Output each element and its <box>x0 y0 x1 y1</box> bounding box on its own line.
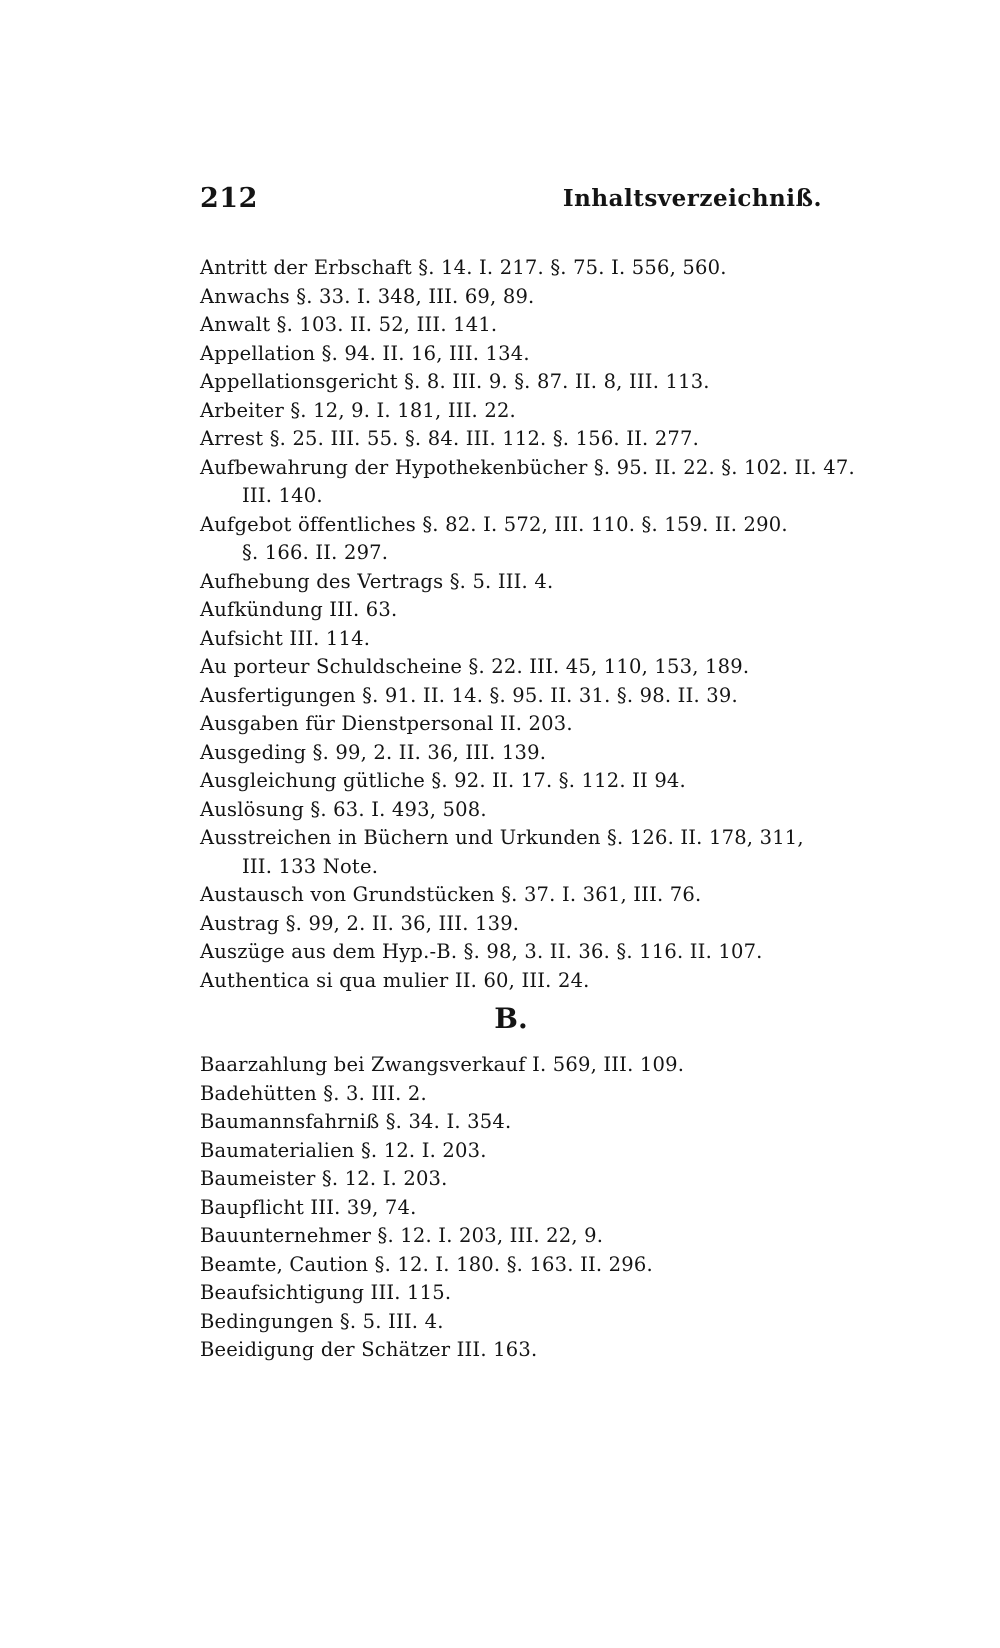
index-entry-text: Aufgebot öffentliches §. 82. I. 572, III. 110. §. 159. II. 290. <box>200 512 788 536</box>
index-entry-text: Ausgaben für Dienstpersonal II. 203. <box>200 712 573 735</box>
index-entry <box>200 1251 860 1280</box>
index-entry-text: Ausgeding §. 99, 2. II. 36, III. 139. <box>200 740 547 764</box>
index-entry-continuation: §. 166. II. 297. <box>242 541 389 564</box>
index-entry <box>200 368 860 397</box>
index-entry-text: Austausch von Grundstücken §. 37. I. 361, III. 76. <box>200 883 702 906</box>
index-entry-text: Aufbewahrung der Hypothekenbücher §. 95. II. 22. §. 102. II. 47. <box>200 455 855 479</box>
index-entry <box>200 739 860 768</box>
index-entry-text: Au porteur Schuldscheine §. 22. III. 45, 110, 153, 189. <box>200 655 750 678</box>
index-entry-text: Appellationsgericht §. 8. III. 9. §. 87. II. 8, III. 113. <box>200 370 710 393</box>
index-entry-text: Austrag §. 99, 2. II. 36, III. 139. <box>200 911 520 935</box>
index-entry <box>200 1080 860 1109</box>
index-entry-text: Beaufsichtigung III. 115. <box>200 1281 452 1304</box>
index-entry-text: Ausfertigungen §. 91. II. 14. §. 95. II. 31. §. 98. II. 39. <box>200 683 738 707</box>
page-header <box>200 183 822 223</box>
section-letter-b: B. <box>494 1002 528 1035</box>
index-entry <box>200 824 860 881</box>
running-head: Inhaltsverzeichniß. <box>562 185 822 212</box>
index-entry <box>200 454 860 511</box>
index-entry-text: Arrest §. 25. III. 55. §. 84. III. 112. §. 156. II. 277. <box>200 427 700 450</box>
index-entry-text: Baarzahlung bei Zwangsverkauf I. 569, III. 109. <box>200 1053 685 1076</box>
index-entry <box>200 511 860 568</box>
page-number: 212 <box>200 183 258 214</box>
index-entry-text: Antritt der Erbschaft §. 14. I. 217. §. 75. I. 556, 560. <box>200 256 727 279</box>
index-entry-continuation: III. 140. <box>242 484 323 507</box>
index-entry-text: Baumaterialien §. 12. I. 203. <box>200 1138 487 1162</box>
index-entry-text: Baumeister §. 12. I. 203. <box>200 1167 448 1190</box>
index-entry <box>200 254 860 283</box>
index-entry <box>200 1051 860 1080</box>
index-entry-text: Beamte, Caution §. 12. I. 180. §. 163. II. 296. <box>200 1252 653 1276</box>
index-entry-text: Arbeiter §. 12, 9. I. 181, III. 22. <box>200 398 516 422</box>
index-entry-text: Bauunternehmer §. 12. I. 203, III. 22, 9. <box>200 1224 604 1247</box>
index-entry-text: Aufsicht III. 114. <box>200 626 371 650</box>
index-entry-text: Baumannsfahrniß §. 34. I. 354. <box>200 1110 512 1133</box>
index-entry-text: Anwalt §. 103. II. 52, III. 141. <box>200 313 498 336</box>
index-entry-text: Beeidigung der Schätzer III. 163. <box>200 1338 538 1361</box>
index-entry-continuation: III. 133 Note. <box>242 854 379 878</box>
index-entry-text: Baupflicht III. 39, 74. <box>200 1195 417 1219</box>
index-entry <box>200 710 860 739</box>
index-section-b <box>200 1051 860 1365</box>
index-entry <box>200 767 860 796</box>
index-entry <box>200 625 860 654</box>
index-entry <box>200 1222 860 1251</box>
index-entry-text: Appellation §. 94. II. 16, III. 134. <box>200 341 530 365</box>
index-entry-text: Auszüge aus dem Hyp.-B. §. 98, 3. II. 36. §. 116. II. 107. <box>200 940 763 963</box>
index-entry-text: Auslösung §. 63. I. 493, 508. <box>200 797 487 821</box>
index-entry <box>200 397 860 426</box>
index-entry <box>200 1336 860 1365</box>
index-entry <box>200 340 860 369</box>
index-entry-text: Ausgleichung gütliche §. 92. II. 17. §. 112. II 94. <box>200 769 686 792</box>
index-entry <box>200 796 860 825</box>
index-entry <box>200 682 860 711</box>
index-entry-text: Badehütten §. 3. III. 2. <box>200 1081 427 1105</box>
index-entry <box>200 568 860 597</box>
index-entry <box>200 596 860 625</box>
index-section-a <box>200 254 860 995</box>
index-entry-text: Ausstreichen in Büchern und Urkunden §. 126. II. 178, 311, <box>200 826 804 849</box>
index-entry <box>200 1108 860 1137</box>
index-entry <box>200 653 860 682</box>
index-entry <box>200 910 860 939</box>
index-entry-text: Anwachs §. 33. I. 348, III. 69, 89. <box>200 284 535 308</box>
index-entry-text: Aufkündung III. 63. <box>200 598 398 621</box>
index-entry-text: Bedingungen §. 5. III. 4. <box>200 1309 444 1333</box>
index-entry <box>200 881 860 910</box>
index-entry <box>200 283 860 312</box>
index-entry <box>200 1165 860 1194</box>
index-entry <box>200 938 860 967</box>
index-entry-text: Aufhebung des Vertrags §. 5. III. 4. <box>200 569 554 593</box>
index-entry <box>200 425 860 454</box>
index-entry <box>200 1194 860 1223</box>
index-entry <box>200 1279 860 1308</box>
index-entry <box>200 311 860 340</box>
index-entry <box>200 967 860 996</box>
index-entry <box>200 1137 860 1166</box>
index-entry-text: Authentica si qua mulier II. 60, III. 24. <box>200 968 590 992</box>
index-entry <box>200 1308 860 1337</box>
